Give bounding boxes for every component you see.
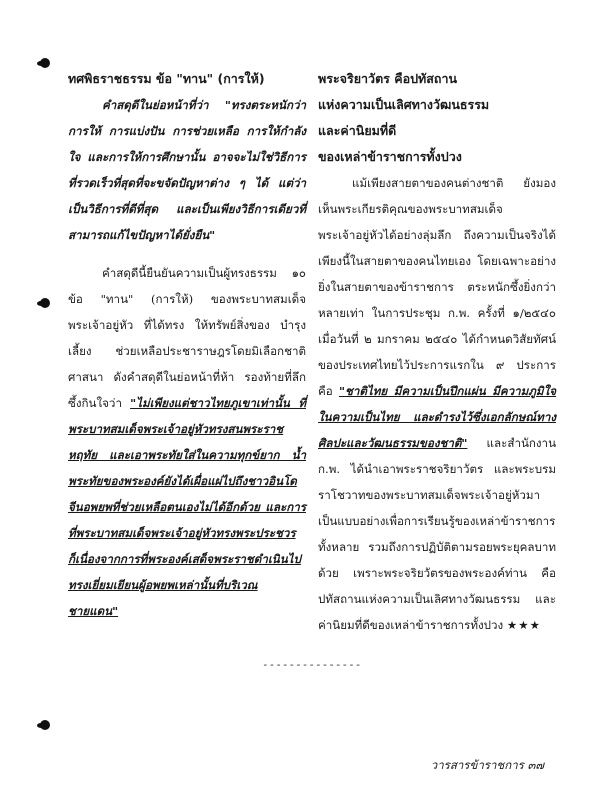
punch-hole-mark-middle	[40, 298, 50, 308]
right-paragraph-text-1: แม้เพียงสายตาของคนต่างชาติ ยังมองเห็นพระเกียรติคุณของพระบาทสมเด็จพระเจ้าอยู่หัวได้อย่างลุ่มลึก ถึงความเป็นจริงได้เพียงนี้ในสายตาของคนไทยเอง โดยเฉพาะอย่างยิ่งในสายตาของข้าราชการ ตระหนักซึ้งยิ่งกว่าหลายเท่า ในการประชุม ก.พ. ครั้งที่ ๑/๒๕๔๐ เมื่อวันที่ ๒ มกราคม ๒๕๔๐ ได้กำหนดวิสัยทัศน์ของประเทศไทยไว้ประการแรกใน ๙ ประการ คือ	[318, 176, 556, 398]
vision-quote: "ชาติไทย มีความเป็นปึกแผ่น มีความภูมิใจในความเป็นไทย และดำรงไว้ซึ่งเอกลักษณ์ทางศิลปะและวัฒนธรรมของชาติ"	[318, 384, 557, 450]
right-paragraph-text-2: และสำนักงาน ก.พ. ได้นำเอาพระราชจริยาวัตร และพระบรมราโชวาทของพระบาทสมเด็จพระเจ้าอยู่หัวมาเป็นแบบอย่างเพื่อการเรียนรู้ของเหล่าข้าราชการทั้งหลาย รวมถึงการปฏิบัติตามรอยพระยุคลบาทด้วย เพราะพระจริยวัตรของพระองค์ท่าน คือปทัสถานแห่งความเป็นเลิศทางวัฒนธรรม และค่านิยมที่ดีของเหล่าข้าราชการทั้งปวง	[318, 436, 556, 632]
left-paragraph-2-emphasis: "ไม่เพียงแต่ชาวไทยภูเขาเท่านั้น ที่พระบาทสมเด็จพระเจ้าอยู่หัวทรงสนพระราชหฤทัย และเอาพระทัยใส่ในความทุกข์ยาก น้ำพระทัยของพระองค์ยังได้เผื่อแผ่ไปถึงชาวอินโดจีนอพยพที่ช่วยเหลือตนเองไม่ได้อีกด้วย และการที่พระบาทสมเด็จพระเจ้าอยู่หัวทรงพระประชวร ก็เนื่องจากการที่พระองค์เสด็จพระราชดำเนินไปทรงเยี่ยมเยียนผู้อพยพเหล่านั้นที่บริเวณชายแดน"	[68, 396, 306, 618]
left-paragraph-1	[68, 92, 306, 248]
right-heading-line-2: แห่งความเป็นเลิศทางวัฒนธรรม	[318, 97, 490, 112]
left-paragraph-2	[68, 260, 306, 624]
right-heading-line-3: และค่านิยมที่ดี	[318, 123, 397, 138]
right-paragraph	[318, 170, 556, 638]
right-heading-line-1: พระจริยาวัตร คือปทัสถาน	[318, 71, 458, 86]
page-footer: วารสารข้าราชการ ๓๗	[430, 758, 544, 772]
right-heading	[318, 66, 556, 170]
right-heading-line-4: ของเหล่าข้าราชการทั้งปวง	[318, 149, 462, 164]
left-heading: ทศพิธราชธรรม ข้อ "ทาน" (การให้)	[68, 71, 265, 86]
left-paragraph-2-text: คำสดุดีนี้ยืนยันความเป็นผู้ทรงธรรม ๑๐ ข้อ "ทาน" (การให้) ของพระบาทสมเด็จพระเจ้าอยู่หัว ที่ได้ทรง ให้ทรัพย์สิ่งของ บำรุงเลี้ยง ช่วยเหลือประชาราษฎรโดยมิเลือกชาติศาสนา ดังคำสดุดีในย่อหน้าที่ห้า รองท้ายที่ลึกซึ้งกินใจว่า	[68, 266, 306, 410]
left-column	[68, 66, 306, 624]
punch-hole-mark-top	[40, 58, 50, 68]
punch-hole-mark-bottom	[40, 720, 50, 730]
section-separator: ---------------	[262, 658, 362, 671]
quote-text: คำสดุดีในย่อหน้าที่ว่า "ทรงตระหนักว่า การให้ การแบ่งปัน การช่วยเหลือ การให้กำลังใจ และการให้การศึกษานั้น อาจจะไม่ใช่วิธีการที่รวดเร็วที่สุดที่จะขจัดปัญหาต่าง ๆ ได้ แต่ว่า เป็นวิธีการที่ดีที่สุด และเป็นเพียงวิธีการเดียวที่สามารถแก้ไขปัญหาได้ยั่งยืน"	[68, 98, 306, 242]
star-ornament: ★★★	[506, 618, 542, 632]
right-column	[318, 66, 556, 638]
